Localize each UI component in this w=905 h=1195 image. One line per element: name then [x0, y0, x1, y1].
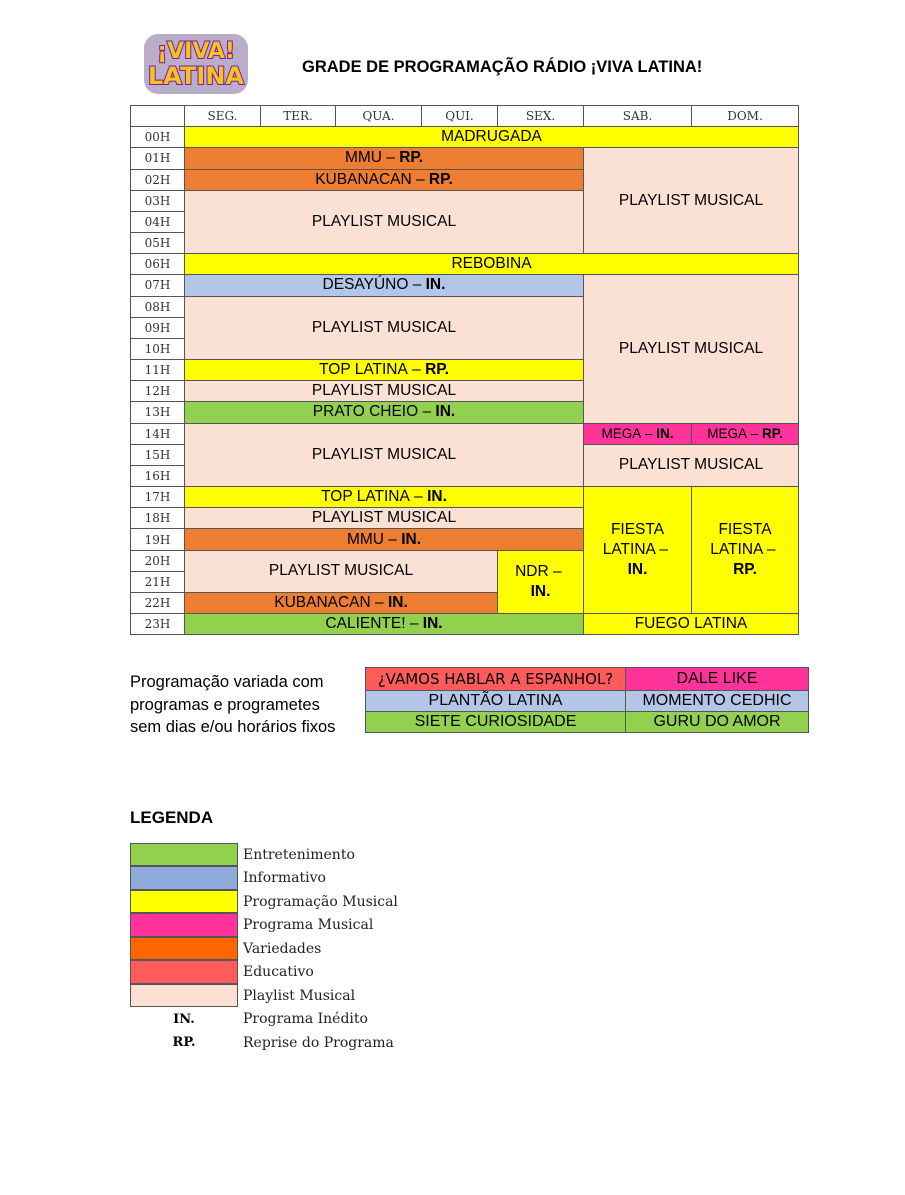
program-cell: PLAYLIST MUSICAL — [584, 275, 799, 423]
legend-label: Informativo — [243, 870, 326, 887]
legend-swatch — [130, 843, 238, 867]
program-cell: FIESTA LATINA – IN. — [584, 487, 692, 614]
legend-key: IN. — [173, 1011, 195, 1027]
legend — [130, 843, 398, 1055]
program-cell: PLAYLIST MUSICAL — [185, 297, 584, 361]
extra-program-cell: MOMENTO CEDHIC — [626, 691, 809, 712]
legend-item — [130, 867, 398, 891]
day-header: SEX. — [498, 106, 584, 127]
day-header: DOM. — [692, 106, 799, 127]
program-cell: PLAYLIST MUSICAL — [185, 381, 584, 402]
legend-swatch — [130, 937, 238, 961]
day-header: SAB. — [584, 106, 692, 127]
program-cell: FIESTA LATINA – RP. — [692, 487, 799, 614]
legend-key: RP. — [172, 1035, 196, 1051]
viva-latina-logo — [140, 30, 252, 98]
legend-label: Playlist Musical — [243, 987, 356, 1004]
hour-label: 01H — [131, 148, 185, 169]
legend-key-row — [130, 1031, 398, 1055]
hour-label: 19H — [131, 529, 185, 550]
legend-item — [130, 890, 398, 914]
extra-program-cell: ¿VAMOS HABLAR A ESPANHOL? — [366, 668, 626, 691]
program-cell: MEGA – IN. — [584, 424, 692, 445]
page-title: GRADE DE PROGRAMAÇÃO RÁDIO ¡VIVA LATINA! — [302, 58, 703, 76]
program-cell: NDR – IN. — [498, 551, 584, 615]
legend-label: Reprise do Programa — [243, 1034, 394, 1051]
program-cell: MMU – IN. — [185, 529, 584, 550]
legend-item — [130, 843, 398, 867]
hour-label: 03H — [131, 191, 185, 212]
variety-note: Programação variada com programas e programetes sem dias e/ou horários fixos — [130, 673, 336, 736]
program-cell: PLAYLIST MUSICAL — [185, 191, 584, 255]
hour-label: 12H — [131, 381, 185, 402]
hour-label: 09H — [131, 318, 185, 339]
legend-label: Programação Musical — [243, 893, 398, 910]
program-cell: PLAYLIST MUSICAL — [584, 445, 799, 487]
legend-label: Programa Musical — [243, 917, 374, 934]
hour-label: 08H — [131, 297, 185, 318]
hour-label: 15H — [131, 445, 185, 466]
hour-label: 02H — [131, 170, 185, 191]
legend-swatch — [130, 890, 238, 914]
svg-text:¡VIVA!: ¡VIVA! — [157, 39, 235, 64]
day-header: TER. — [261, 106, 336, 127]
day-header: QUI. — [422, 106, 498, 127]
legend-item — [130, 914, 398, 938]
hour-label: 18H — [131, 508, 185, 529]
extra-program-cell: PLANTÃO LATINA — [366, 691, 626, 712]
legend-label: Entretenimento — [243, 846, 355, 863]
hour-label: 05H — [131, 233, 185, 254]
program-cell: KUBANACAN – IN. — [185, 593, 498, 614]
program-cell: KUBANACAN – RP. — [185, 170, 584, 191]
hour-label: 22H — [131, 593, 185, 614]
program-cell: PLAYLIST MUSICAL — [584, 148, 799, 254]
legend-label: Variedades — [243, 940, 322, 957]
program-cell: PLAYLIST MUSICAL — [185, 424, 584, 488]
hour-label: 20H — [131, 551, 185, 572]
hour-label: 00H — [131, 127, 185, 148]
legend-swatch — [130, 960, 238, 984]
day-header: SEG. — [185, 106, 261, 127]
legend-item — [130, 984, 398, 1008]
program-cell: CALIENTE! – IN. — [185, 614, 584, 635]
hour-label: 06H — [131, 254, 185, 275]
hour-label: 10H — [131, 339, 185, 360]
program-cell: PLAYLIST MUSICAL — [185, 551, 498, 593]
program-cell: MEGA – RP. — [692, 424, 799, 445]
svg-text:LATINA: LATINA — [148, 62, 244, 90]
extra-program-cell: SIETE CURIOSIDADE — [366, 712, 626, 733]
extra-program-cell: GURU DO AMOR — [626, 712, 809, 733]
program-cell: MADRUGADA — [185, 127, 799, 148]
hour-label: 17H — [131, 487, 185, 508]
program-cell: FUEGO LATINA — [584, 614, 799, 635]
program-cell: TOP LATINA – RP. — [185, 360, 584, 381]
program-cell: PRATO CHEIO – IN. — [185, 402, 584, 423]
legend-swatch — [130, 913, 238, 937]
program-cell: DESAYÚNO – IN. — [185, 275, 584, 296]
hour-label: 21H — [131, 572, 185, 593]
hour-label: 16H — [131, 466, 185, 487]
legend-title: LEGENDA — [130, 808, 214, 827]
legend-label: Educativo — [243, 964, 314, 981]
hour-label: 04H — [131, 212, 185, 233]
schedule-grid — [130, 105, 799, 635]
hour-label: 23H — [131, 614, 185, 635]
corner-cell — [131, 106, 185, 127]
program-cell: TOP LATINA – IN. — [185, 487, 584, 508]
legend-key-row — [130, 1008, 398, 1032]
legend-item — [130, 937, 398, 961]
hour-label: 13H — [131, 402, 185, 423]
extra-programs-table — [365, 667, 809, 733]
legend-swatch — [130, 866, 238, 890]
day-header: QUA. — [336, 106, 422, 127]
program-cell: MMU – RP. — [185, 148, 584, 169]
program-cell: PLAYLIST MUSICAL — [185, 508, 584, 529]
program-cell: REBOBINA — [185, 254, 799, 275]
legend-item — [130, 961, 398, 985]
hour-label: 11H — [131, 360, 185, 381]
hour-label: 14H — [131, 424, 185, 445]
hour-label: 07H — [131, 275, 185, 296]
legend-swatch — [130, 984, 238, 1008]
extra-program-cell: DALE LIKE — [626, 668, 809, 691]
legend-label: Programa Inédito — [243, 1011, 368, 1028]
